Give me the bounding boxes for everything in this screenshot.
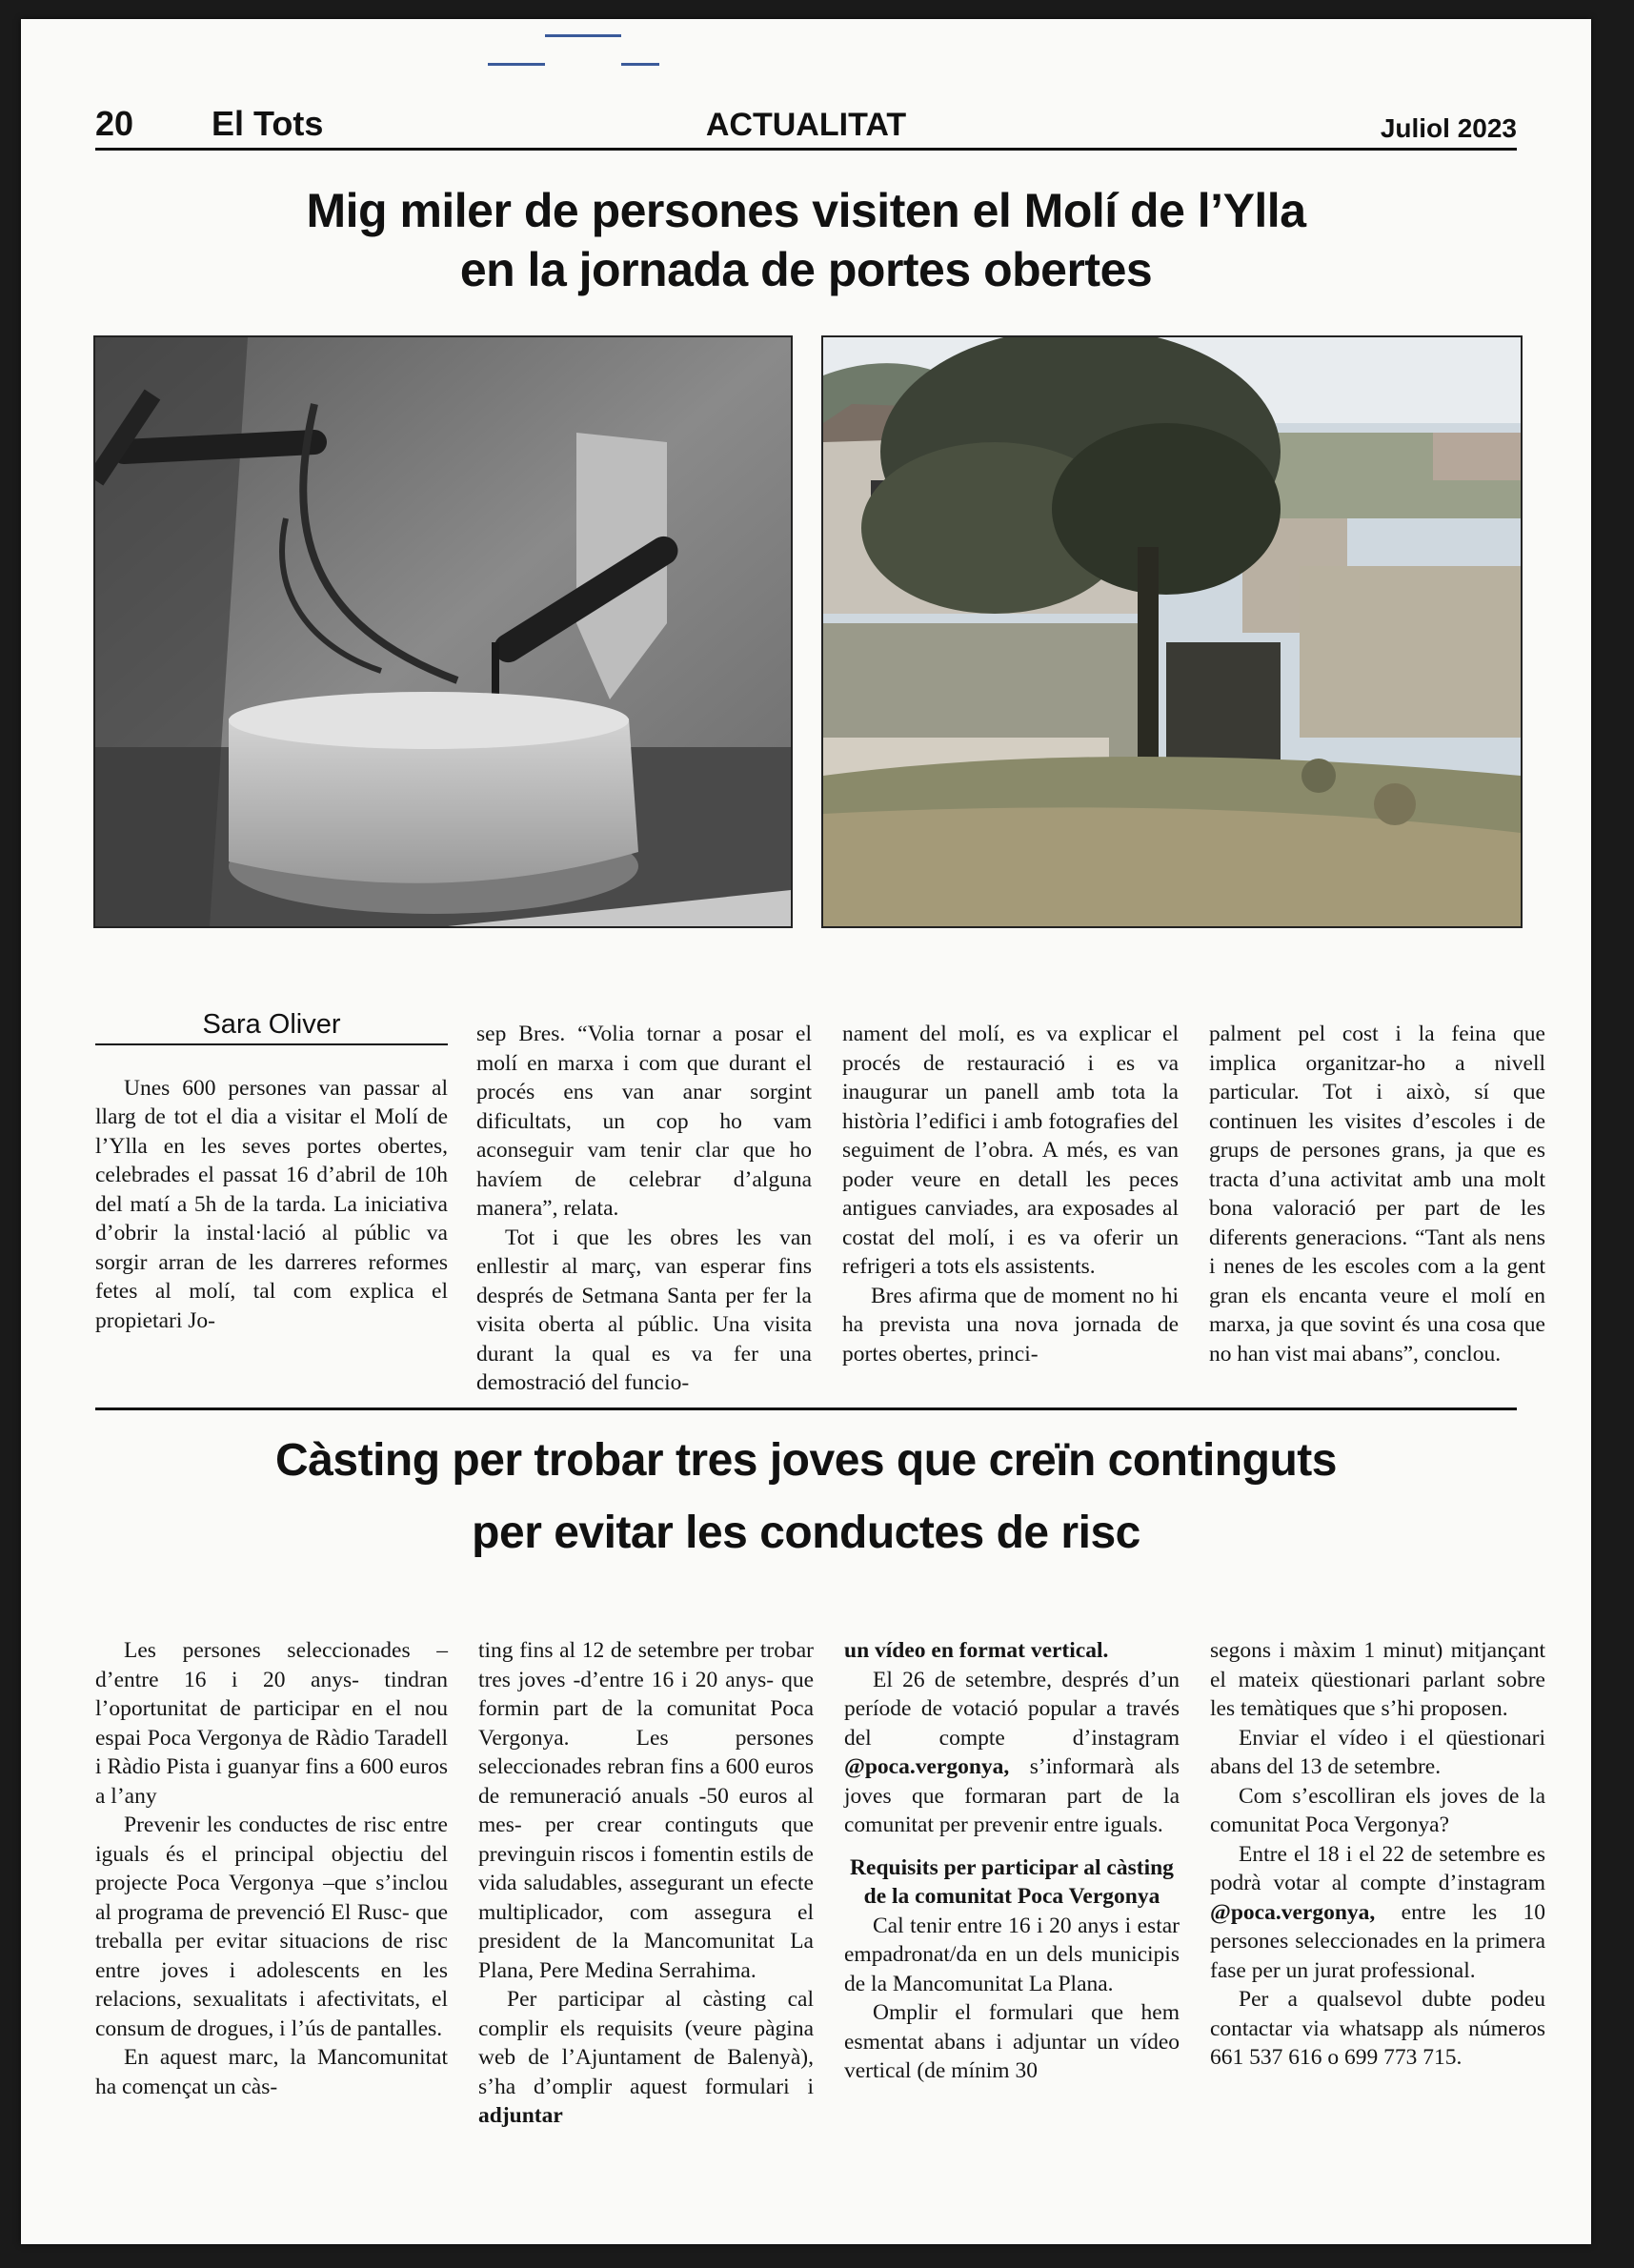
paragraph [1210,1840,1545,1986]
instagram-handle: @poca.vergonya, [844,1754,1010,1779]
headline-line-2: en la jornada de portes obertes [459,243,1153,296]
paragraph: En aquest marc, la Mancomunitat ha començat un càs- [95,2045,448,2099]
article2-headline [95,1425,1517,1569]
paragraph: Com s’escolliran els joves de la comunitat Poca Vergonya? [1210,1783,1545,1837]
paragraph [844,1666,1180,1840]
paragraph: Les persones seleccionades –d’entre 16 i 20 anys- tindran l’oportunitat de participar en el nou espai Poca Vergonya de Ràdio Taradell i Ràdio Pista i guanyar fins a 600 euros a l’any [95,1638,448,1809]
text-run: Entre el 18 i el 22 de setembre es podrà votar al compte d’instagram [1210,1841,1545,1895]
section-name: ACTUALITAT [705,107,907,143]
headline-line-1: Mig miler de persones visiten el Molí de l’Ylla [306,184,1306,237]
paragraph: Prevenir les conductes de risc entre iguals és el principal objectiu del projecte Poca Vergonya –que s’inclou al programa de prevenció El Rusc- que treballa per evitar situacions de risc entre joves i adolescents en les relacions, sexualitats i afectivitats, el consum de drogues, i l’ús de pantalles. [95,1812,448,2041]
headline-line-2: per evitar les conductes de risc [472,1508,1140,1558]
issue-date: Juliol 2023 [1380,113,1517,143]
millstone-photo [93,335,793,928]
paragraph: nament del molí, es va explicar el procés de restauració i es va inaugurar un panell amb tota la història l’edifici i amb fotografies del seguiment de l’obra. A més, es van poder veure en detall les peces antigues canviades, ara exposades al costat del molí, i es va oferir un refrigeri a tots els assistents. [842,1022,1179,1279]
subheading: Requisits per participar al càsting de la comunitat Poca Vergonya [850,1854,1174,1909]
instagram-handle: @poca.vergonya, [1210,1899,1376,1925]
article2-column-3 [844,1636,1180,2086]
text-run: entre les 10 persones seleccionades en la primera fase per un jurat professional. [1210,1899,1545,1983]
text-run: El 26 de setembre, després d’un període de votació popular a través del compte d’instagram [844,1667,1180,1751]
mill-building-photo [821,335,1523,928]
paragraph: ting fins al 12 de setembre per trobar tres joves -d’entre 16 i 20 anys- que formin part de la comunitat Poca Vergonya. Les persones seleccionades rebran fins a 600 euros de remuneració anuals -50 euros al mes- per crear continguts que previnguin riscos i fomentin estils de vida saludables, assegurant un efecte multiplicador, com assegura el president de la Mancomunitat La Plana, Pere Medina Serrahima. [478,1638,814,1983]
paragraph: Bres afirma que de moment no hi ha prevista una nova jornada de portes obertes, princi- [842,1283,1179,1367]
publication-name: El Tots [212,104,324,143]
page-header [95,100,1517,151]
paragraph: Cal tenir entre 16 i 20 anys i estar empadronat/da en un dels municipis de la Mancomunitat La Plana. [844,1913,1180,1996]
article1-column-2 [476,1020,812,1398]
article2-column-2 [478,1636,814,2131]
print-registration-marks [478,27,697,65]
bold-text: adjuntar [478,2103,563,2128]
paragraph: sep Bres. “Volia tornar a posar el molí en marxa i com que durant el procés ens van anar sorgint dificultats, un cop ho vam aconseguir vam tenir clar que ho havíem de celebrar d’alguna manera”, relata. [476,1022,812,1221]
article-divider [95,1407,1517,1410]
article1-column-4 [1209,1020,1545,1368]
paragraph: Per a qualsevol dubte podeu contactar via whatsapp als números 661 537 616 o 699 773 715. [1210,1987,1545,2070]
paragraph: segons i màxim 1 minut) mitjançant el mateix qüestionari parlant sobre les temàtiques que s’hi proposen. [1210,1638,1545,1721]
article1-headline [95,181,1517,299]
text-run: s’informarà als joves que formaran part de la comunitat per prevenir entre iguals. [844,1754,1180,1837]
paragraph: Unes 600 persones van passar al llarg de tot el dia a visitar el Molí de l’Ylla en les seves portes obertes, celebrades el passat 16 d’abril de 10h del matí a 5h de la tarda. La iniciativa d’obrir la instal·lació al públic va sorgir arran de les darreres reformes fetes al molí, tal com explica el propietari Jo- [95,1075,448,1333]
newspaper-page [21,19,1591,2244]
page-number: 20 [95,104,134,143]
paragraph: Omplir el formulari que hem esmentat abans i adjuntar un vídeo vertical (de mínim 30 [844,2000,1180,2083]
text-run: Per participar al càsting cal complir els requisits (veure pàgina web de l’Ajuntament de Balenyà), s’ha d’omplir aquest formulari i [478,1987,814,2099]
article2-column-4 [1210,1636,1545,2073]
paragraph [478,1985,814,2131]
article1-column-1 [95,991,448,1335]
headline-line-1: Càsting per trobar tres joves que creïn continguts [275,1435,1337,1486]
author-byline: Sara Oliver [95,1010,448,1045]
bold-text: un vídeo en format vertical. [844,1638,1109,1663]
paragraph: palment pel cost i la feina que implica organitzar-ho a nivell particular. Tot i això, sí que continuen les visites d’escoles i de grups de persones grans, ja que es tracta d’una activitat amb una molt bona valoració per part de les diferents generacions. “Tant als nens i nenes de les escoles com a la gent gran els encanta veure el molí en marxa, ja que sovint és una cosa que no han vist mai abans”, conclou. [1209,1022,1545,1367]
article1-column-3 [842,1020,1179,1368]
paragraph: Enviar el vídeo i el qüestionari abans del 13 de setembre. [1210,1725,1545,1779]
paragraph [844,1636,1180,1666]
article2-column-1 [95,1636,448,2101]
paragraph: Tot i que les obres les van enllestir al març, van esperar fins després de Setmana Santa per fer la visita oberta al públic. Una visita durant la qual es va fer una demostració del funcio- [476,1225,812,1395]
